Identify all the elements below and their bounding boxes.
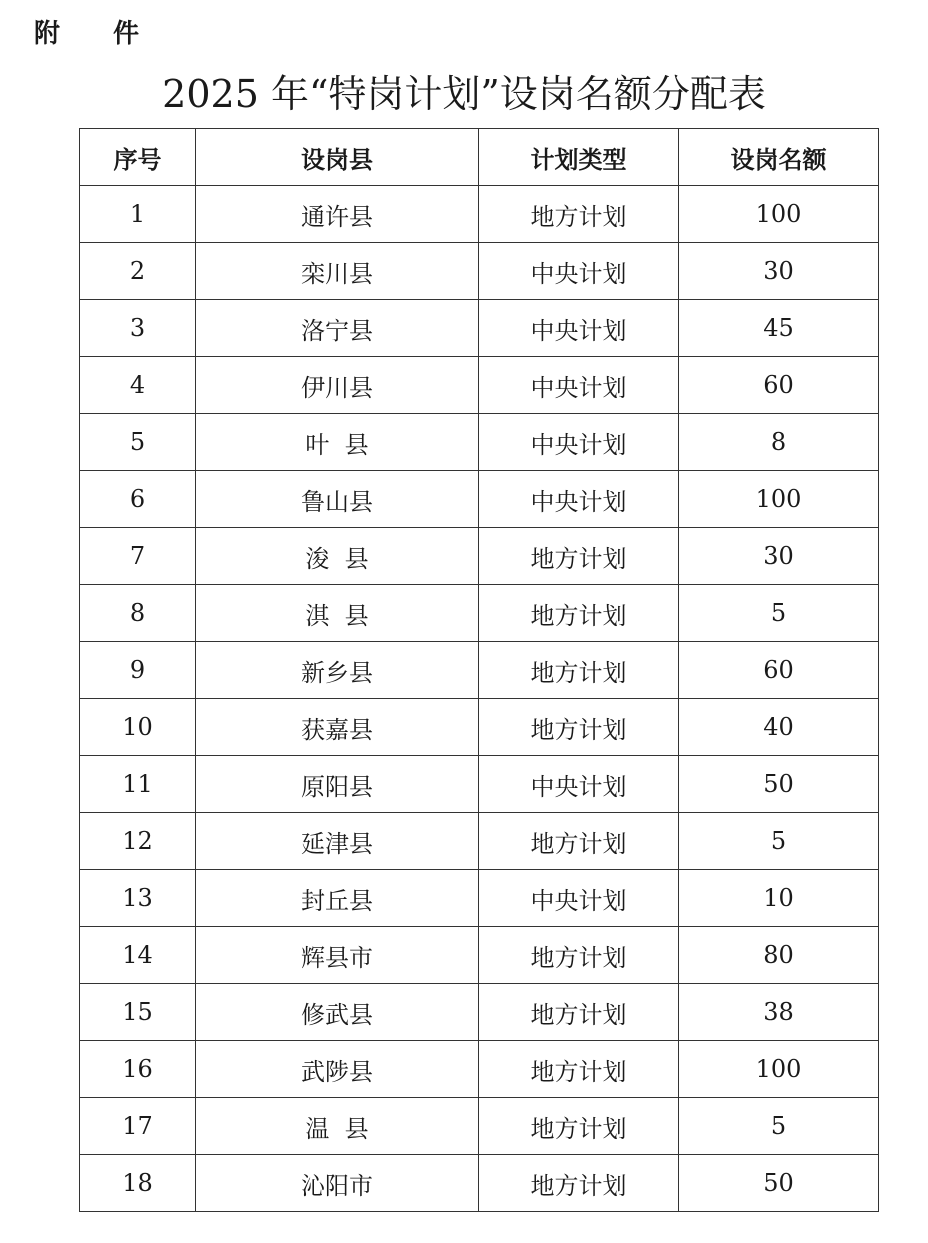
serial-number-cell: 3 [80,300,196,357]
quota-cell: 30 [679,243,879,300]
table-row [80,642,879,699]
county-cell: 浚 县 [196,528,479,585]
serial-number-cell: 14 [80,927,196,984]
table-row [80,1041,879,1098]
serial-number-cell: 17 [80,1098,196,1155]
plan-type-cell: 中央计划 [479,471,679,528]
serial-number-cell: 15 [80,984,196,1041]
serial-number-cell: 12 [80,813,196,870]
county-cell: 新乡县 [196,642,479,699]
county-cell: 原阳县 [196,756,479,813]
county-cell: 伊川县 [196,357,479,414]
serial-number-cell: 5 [80,414,196,471]
plan-type-cell: 中央计划 [479,300,679,357]
county-cell: 鲁山县 [196,471,479,528]
county-cell: 沁阳市 [196,1155,479,1212]
serial-number-cell: 18 [80,1155,196,1212]
quota-cell: 100 [679,1041,879,1098]
serial-number-cell: 7 [80,528,196,585]
county-cell: 武陟县 [196,1041,479,1098]
serial-number-cell: 6 [80,471,196,528]
quota-cell: 60 [679,642,879,699]
serial-number-cell: 16 [80,1041,196,1098]
plan-type-cell: 地方计划 [479,1041,679,1098]
table-row [80,471,879,528]
county-cell: 修武县 [196,984,479,1041]
table-row [80,699,879,756]
quota-cell: 100 [679,186,879,243]
plan-type-cell: 地方计划 [479,984,679,1041]
quota-cell: 50 [679,756,879,813]
quota-cell: 38 [679,984,879,1041]
county-cell: 辉县市 [196,927,479,984]
table-row [80,756,879,813]
plan-type-cell: 中央计划 [479,414,679,471]
header-serial-number: 序号 [80,129,196,186]
serial-number-cell: 2 [80,243,196,300]
table-row [80,585,879,642]
table-header-row [80,129,879,186]
county-cell: 获嘉县 [196,699,479,756]
quota-cell: 5 [679,813,879,870]
table-row [80,1155,879,1212]
plan-type-cell: 中央计划 [479,870,679,927]
quota-cell: 45 [679,300,879,357]
document-title: 2025 年“特岗计划”设岗名额分配表 [162,72,766,116]
table-row [80,357,879,414]
quota-cell: 100 [679,471,879,528]
table-row [80,300,879,357]
plan-type-cell: 中央计划 [479,357,679,414]
table-row [80,870,879,927]
quota-cell: 50 [679,1155,879,1212]
table-row [80,528,879,585]
quota-cell: 10 [679,870,879,927]
plan-type-cell: 地方计划 [479,1155,679,1212]
table-row [80,984,879,1041]
quota-cell: 5 [679,1098,879,1155]
county-cell: 通许县 [196,186,479,243]
quota-cell: 5 [679,585,879,642]
serial-number-cell: 1 [80,186,196,243]
plan-type-cell: 地方计划 [479,528,679,585]
county-cell: 淇 县 [196,585,479,642]
header-county: 设岗县 [196,129,479,186]
plan-type-cell: 地方计划 [479,585,679,642]
quota-cell: 8 [679,414,879,471]
quota-cell: 80 [679,927,879,984]
serial-number-cell: 13 [80,870,196,927]
plan-type-cell: 中央计划 [479,243,679,300]
plan-type-cell: 地方计划 [479,186,679,243]
serial-number-cell: 11 [80,756,196,813]
allocation-table [79,128,879,1212]
header-quota: 设岗名额 [679,129,879,186]
header-plan-type: 计划类型 [479,129,679,186]
county-cell: 封丘县 [196,870,479,927]
serial-number-cell: 9 [80,642,196,699]
table-row [80,1098,879,1155]
table-row [80,414,879,471]
table-row [80,813,879,870]
plan-type-cell: 地方计划 [479,699,679,756]
table-row [80,927,879,984]
plan-type-cell: 地方计划 [479,1098,679,1155]
serial-number-cell: 4 [80,357,196,414]
quota-cell: 30 [679,528,879,585]
county-cell: 温 县 [196,1098,479,1155]
serial-number-cell: 10 [80,699,196,756]
table-row [80,186,879,243]
county-cell: 延津县 [196,813,479,870]
plan-type-cell: 地方计划 [479,813,679,870]
serial-number-cell: 8 [80,585,196,642]
plan-type-cell: 中央计划 [479,756,679,813]
county-cell: 栾川县 [196,243,479,300]
quota-cell: 60 [679,357,879,414]
table-row [80,243,879,300]
plan-type-cell: 地方计划 [479,927,679,984]
quota-cell: 40 [679,699,879,756]
attachment-label: 附 件 [34,19,162,49]
plan-type-cell: 地方计划 [479,642,679,699]
table-body [80,186,879,1212]
county-cell: 叶 县 [196,414,479,471]
county-cell: 洛宁县 [196,300,479,357]
